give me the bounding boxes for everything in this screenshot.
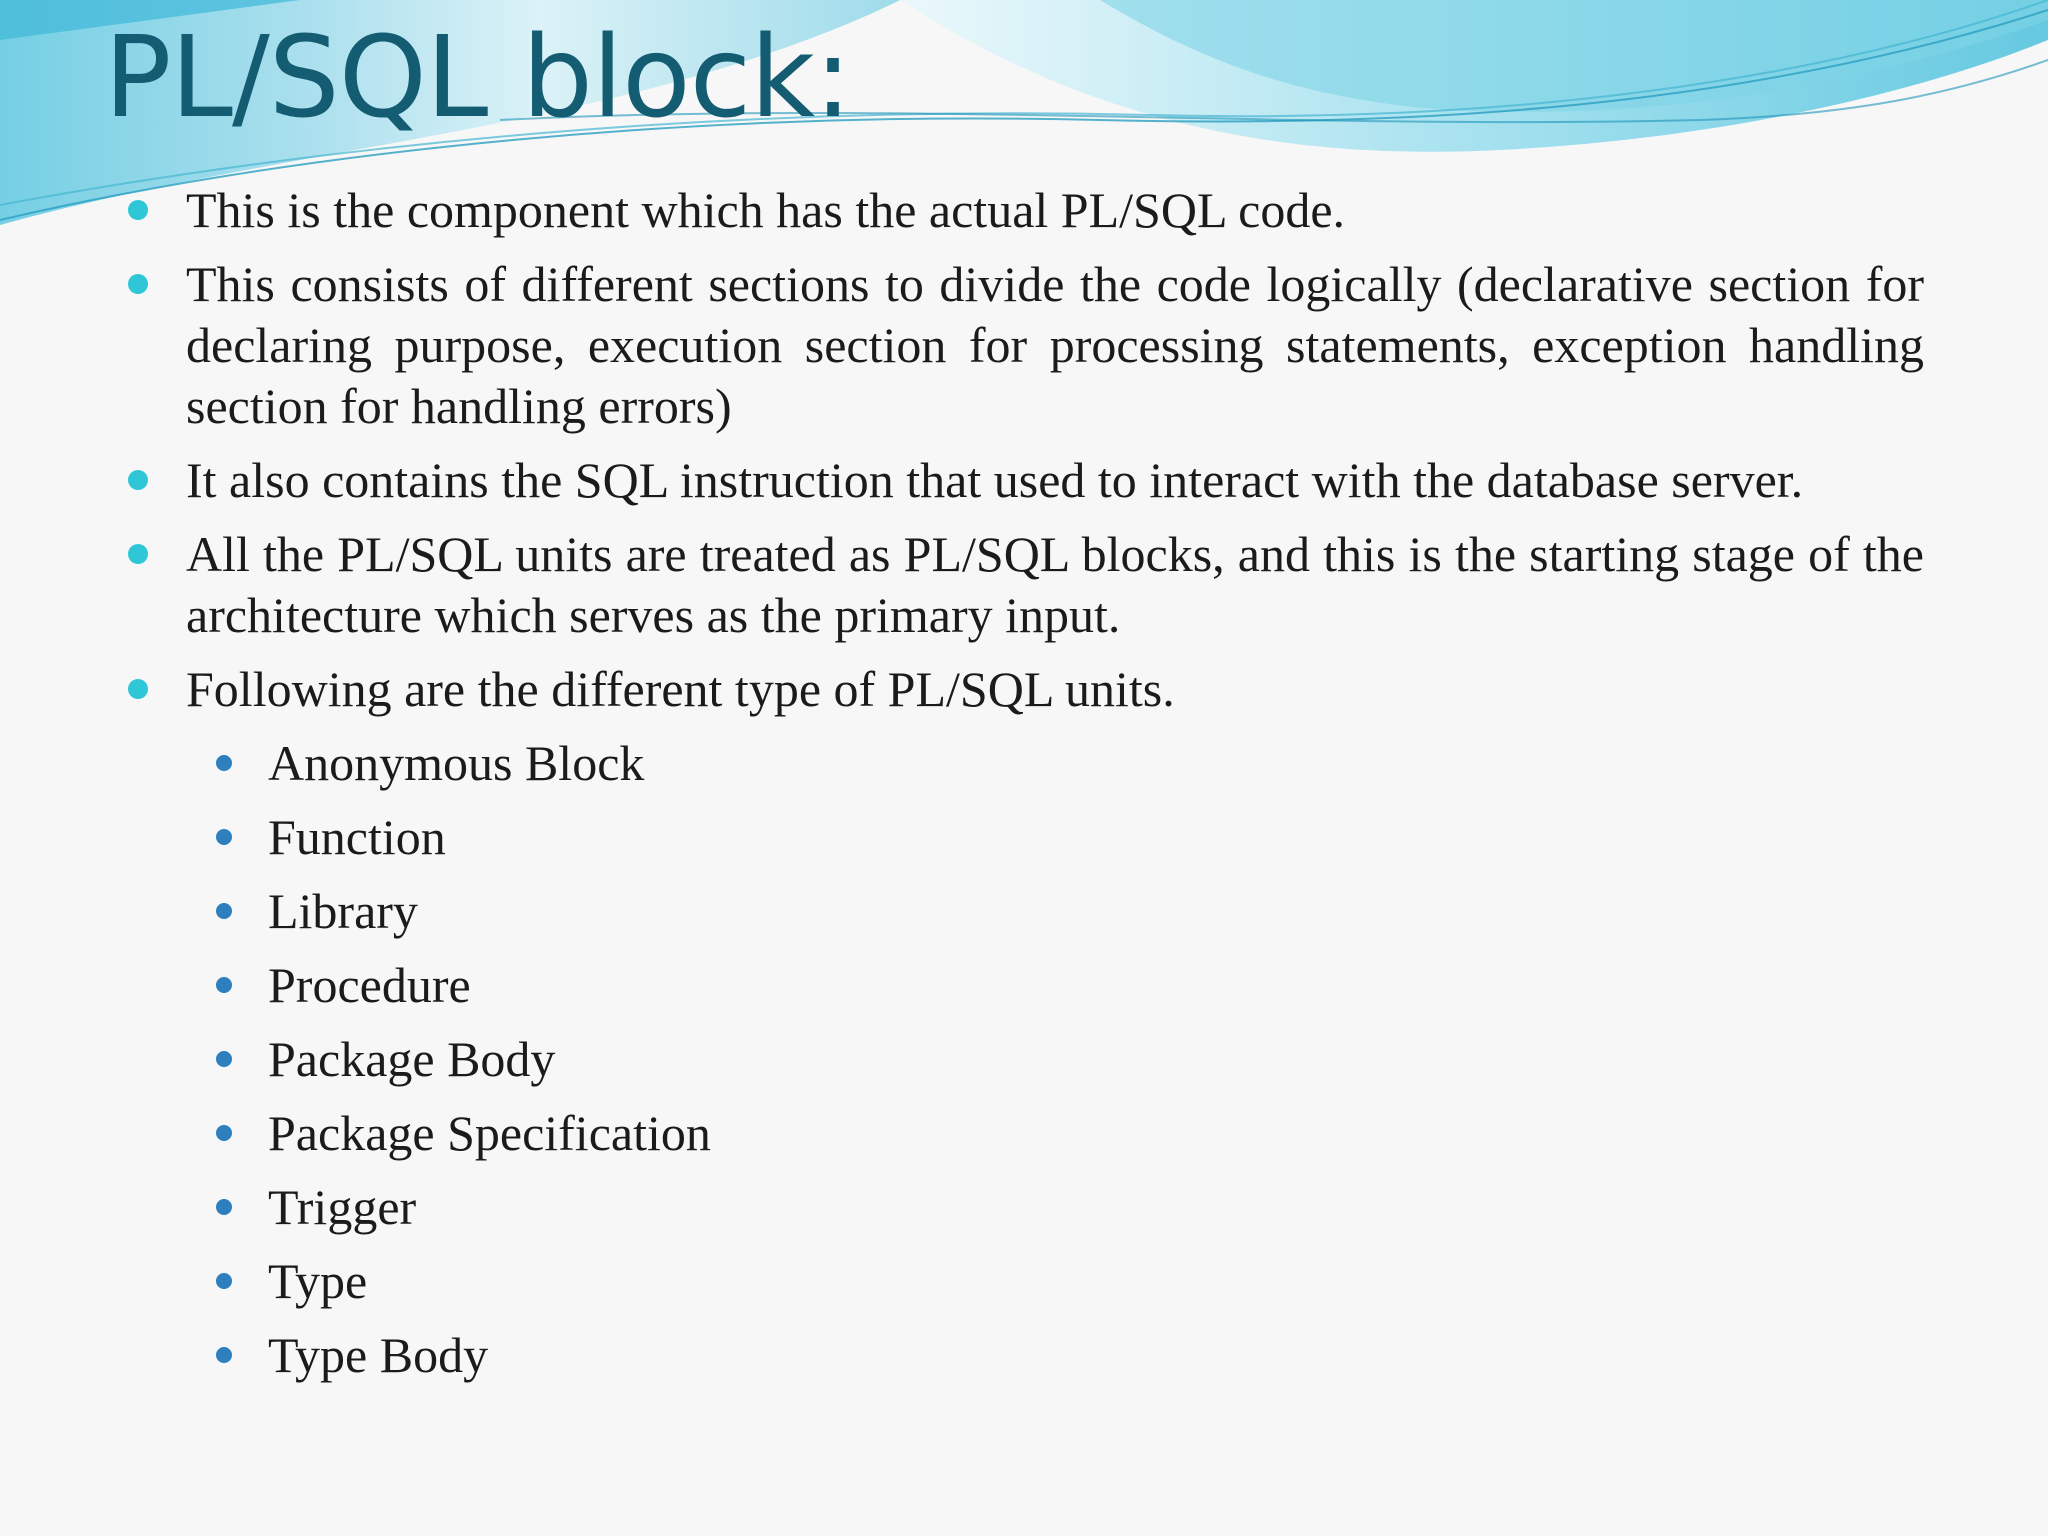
- sub-bullet-dot-icon: [216, 1347, 232, 1363]
- bullet-dot-icon: [128, 470, 148, 490]
- unit-type-item: [206, 1103, 1924, 1164]
- bullet-text: Following are the different type of PL/SQL units.: [186, 661, 1175, 717]
- unit-type-item: [206, 1325, 1924, 1386]
- unit-type-item: [206, 1251, 1924, 1312]
- unit-type-label: Package Specification: [268, 1105, 711, 1161]
- unit-type-label: Trigger: [268, 1179, 417, 1235]
- bullet-dot-icon: [128, 544, 148, 564]
- bullet-text: It also contains the SQL instruction that used to interact with the database server.: [186, 452, 1804, 508]
- unit-type-label: Type: [268, 1253, 368, 1309]
- bullet-list: [124, 180, 1924, 720]
- bullet-item: [124, 659, 1924, 720]
- bullet-item: [124, 180, 1924, 241]
- slide-title: PL/SQL block:: [104, 13, 851, 143]
- unit-type-item: [206, 955, 1924, 1016]
- bullet-item: [124, 524, 1924, 646]
- sub-bullet-dot-icon: [216, 1199, 232, 1215]
- sub-bullet-dot-icon: [216, 1273, 232, 1289]
- sub-bullet-dot-icon: [216, 829, 232, 845]
- unit-type-label: Package Body: [268, 1031, 556, 1087]
- unit-type-label: Library: [268, 883, 418, 939]
- bullet-text: This consists of different sections to divide the code logically (declarative section for declaring purpose, execution section for processing statements, exception handling section for handling errors): [186, 256, 1924, 434]
- unit-type-label: Procedure: [268, 957, 471, 1013]
- bullet-text: This is the component which has the actual PL/SQL code.: [186, 182, 1346, 238]
- unit-type-item: [206, 881, 1924, 942]
- unit-type-label: Type Body: [268, 1327, 489, 1383]
- sub-bullet-dot-icon: [216, 1051, 232, 1067]
- unit-type-label: Function: [268, 809, 446, 865]
- slide-content: [124, 180, 1924, 1399]
- bullet-dot-icon: [128, 274, 148, 294]
- sub-bullet-dot-icon: [216, 977, 232, 993]
- bullet-item: [124, 450, 1924, 511]
- sub-bullet-dot-icon: [216, 1125, 232, 1141]
- unit-type-item: [206, 733, 1924, 794]
- bullet-text: All the PL/SQL units are treated as PL/SQL blocks, and this is the starting stage of the architecture which serves as the primary input.: [186, 526, 1924, 643]
- unit-type-item: [206, 1029, 1924, 1090]
- unit-type-list: [124, 733, 1924, 1386]
- bullet-dot-icon: [128, 200, 148, 220]
- unit-type-item: [206, 807, 1924, 868]
- unit-type-item: [206, 1177, 1924, 1238]
- unit-type-label: Anonymous Block: [268, 735, 645, 791]
- sub-bullet-dot-icon: [216, 903, 232, 919]
- bullet-dot-icon: [128, 679, 148, 699]
- sub-bullet-dot-icon: [216, 755, 232, 771]
- bullet-item: [124, 254, 1924, 437]
